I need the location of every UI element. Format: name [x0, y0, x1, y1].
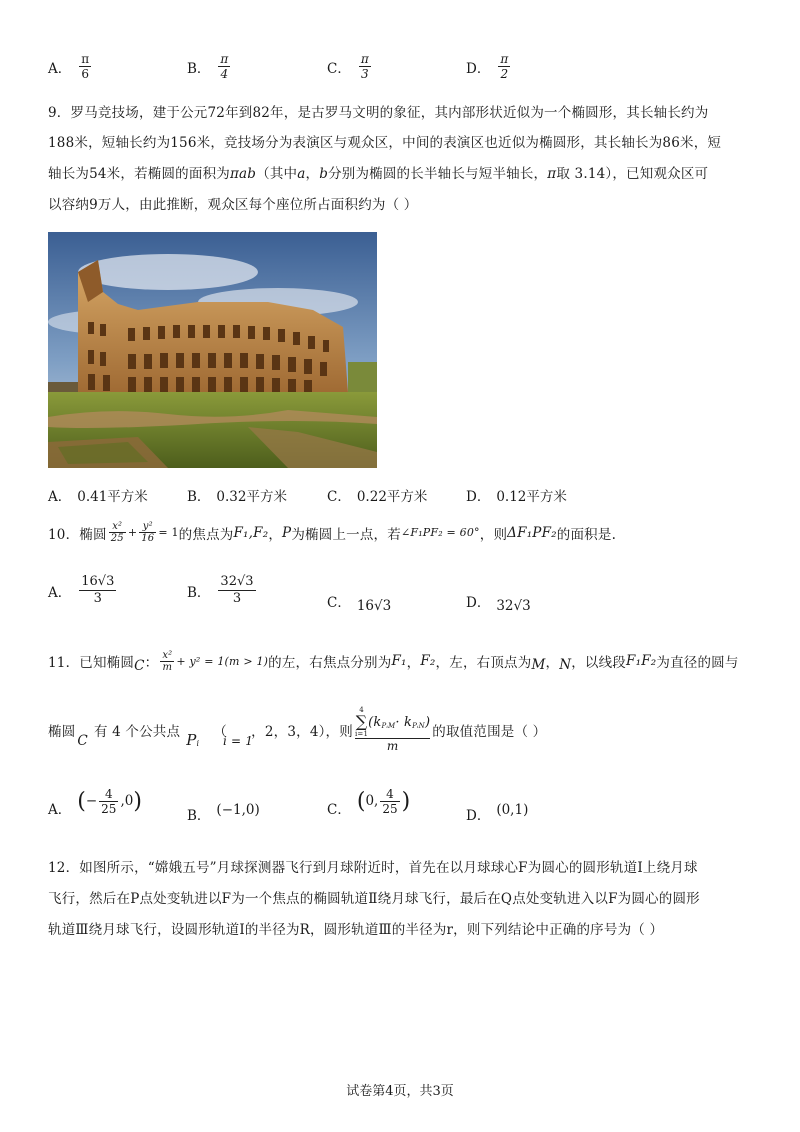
q9-option-d[interactable]: D． 0.12平方米	[466, 489, 567, 505]
q11-sum-fraction: 4 ∑ i=1 (k PᵢM · k PᵢN ) m	[354, 706, 431, 753]
q11-option-c[interactable]: C． ( 0, $\frac{4}{25}$ )	[327, 786, 411, 818]
q11-option-a[interactable]: A． ( − $\frac{4}{25}$ ,0 )	[48, 786, 142, 818]
q12-line-1: 12．如图所示，“嫦娥五号”月球探测器飞行到月球附近时，首先在以月球球心F为圆心的圆形轨道Ⅰ上绕月球	[48, 860, 698, 876]
page-footer: 试卷第4页，共3页	[346, 1084, 454, 1099]
q9-line-3: 轴长为54米，若椭圆的面积为πab（其中a，b分别为椭圆的长半轴长与短半轴长，π取 3.14），已知观众区可	[48, 166, 709, 182]
q8-option-c[interactable]: C． $\frac{\pi}{3}$	[327, 52, 369, 81]
q9-option-c[interactable]: C． 0.22平方米	[327, 489, 428, 505]
q9-option-b[interactable]: B． 0.32平方米	[187, 489, 287, 505]
q8-option-b[interactable]: B． $\frac{\pi}{4}$	[187, 52, 229, 81]
q9-line-1: 9．罗马竞技场，建于公元72年到82年，是古罗马文明的象征，其内部形状近似为一个椭圆形，其长轴长约为	[48, 105, 709, 121]
q10-option-d[interactable]: D． 32√3	[466, 595, 531, 614]
q10-option-b[interactable]: B． $\frac{32√3}{3}$	[187, 574, 254, 606]
q8-option-d[interactable]: D． $\frac{\pi}{2}$	[466, 52, 509, 81]
q12-line-3: 轨道Ⅲ绕月球飞行，设圆形轨道Ⅰ的半径为R，圆形轨道Ⅲ的半径为r，则下列结论中正确的序号为（ ）	[48, 922, 664, 938]
q11-option-b[interactable]: B． (−1,0)	[187, 802, 260, 824]
q10-option-c[interactable]: C． 16√3	[327, 595, 392, 614]
q11-line-2: 椭圆 C 有 4 个公共点 P i （ i = 1 ，2，3，4），则 4 ∑ i=1 (k PᵢM · k PᵢN ) m 的取值范围是（ ）	[48, 706, 547, 753]
q11-option-d[interactable]: D． (0,1)	[466, 802, 529, 824]
q10-option-a[interactable]: A． $\frac{16√3}{3}$	[48, 574, 115, 606]
q12-line-2: 飞行，然后在P点处变轨进以F为一个焦点的椭圆轨道Ⅱ绕月球飞行，最后在Q点处变轨进入以F为圆心的圆形	[48, 891, 700, 907]
q9-option-a[interactable]: A． 0.41平方米	[48, 489, 148, 505]
q9-line-4: 以容纳9万人，由此推断，观众区每个座位所占面积约为（ ）	[48, 197, 418, 213]
q9-line-2: 188米，短轴长约为156米，竞技场分为表演区与观众区，中间的表演区也近似为椭圆形，其长轴长为86米，短	[48, 135, 722, 151]
q11-line-1: 11．已知椭圆 C ： $\frac{\text{x²}}{m}$ + y² = 1(m > 1) 的左，右焦点分别为 F₁ ， F₂ ，左，右顶点为 M ， N ，以线段 F₁F₂ 为直径的圆与	[48, 649, 739, 674]
colosseum-photo	[48, 232, 377, 468]
q10-line: 10．椭圆 $\frac{\text{x²}}{25}$ + $\frac{\text{y²}}{16}$ = 1 的焦点为 F₁,F₂ ， P 为椭圆上一点，若 ∠F₁PF₂ = 60° ，则 ΔF₁PF₂ 的面积是.	[48, 521, 617, 544]
q8-option-a[interactable]: A． $\frac{\pi}{6}$	[48, 52, 90, 81]
